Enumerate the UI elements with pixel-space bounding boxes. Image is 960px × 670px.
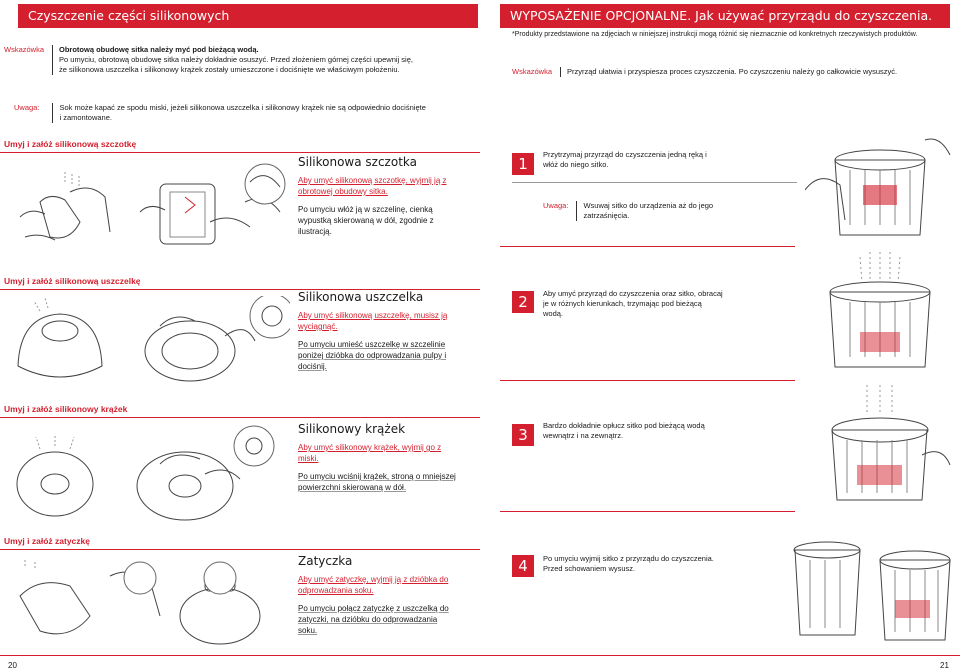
step-number-1: 1 xyxy=(512,153,534,175)
gasket-illustration xyxy=(10,296,290,388)
brush-body-text: Po umyciu włóż ją w szczelinę, cienką wypustką skierowaną w dół, zgodnie z ilustracją. xyxy=(298,205,434,236)
tip-label: Wskazówka xyxy=(4,45,45,54)
disclaimer-text: *Produkty przedstawione na zdjęciach w niniejszej instrukcji mogą różnić się nieznacznie od konkretnych rzeczywistych produktów. xyxy=(512,31,918,38)
brush-title: Silikonowa szczotka xyxy=(298,155,417,169)
step-text-3: Bardzo dokładnie opłucz sitko pod bieżącą wodą wewnątrz i na zewnątrz. xyxy=(543,421,705,440)
left-caution xyxy=(14,103,452,123)
left-tip xyxy=(4,45,472,75)
right-tip xyxy=(512,67,940,77)
page-number-right: 21 xyxy=(940,661,949,670)
step-number-2: 2 xyxy=(512,291,534,313)
stopper-body-text: Po umyciu połącz zatyczkę z uszczelką do zatyczki, na dzióbku do odprowadzania soku. xyxy=(298,604,449,635)
brush-illustration xyxy=(10,162,290,260)
warning-label: Uwaga: xyxy=(543,201,569,210)
tip-label: Wskazówka xyxy=(512,67,553,76)
section-header-brush: Umyj i załóż silikonową szczotkę xyxy=(0,139,480,153)
step-text-2: Aby umyć przyrząd do czyszczenia oraz sitko, obracaj je w różnych kierunkach, trzymając pod bieżącą wodą. xyxy=(543,289,723,318)
step-1-warning xyxy=(543,201,726,221)
left-page-banner: Czyszczenie części silikonowych xyxy=(18,4,478,28)
step-number-4: 4 xyxy=(512,555,534,577)
caution-text-line: Sok może kapać ze spodu miski, jeżeli silikonowa uszczelka i silikonowy krążek nie są odpowiednio dociśnięte xyxy=(59,103,426,112)
caution-text-line: i zamontowane. xyxy=(59,113,112,122)
step-divider xyxy=(500,380,795,381)
cleaner-rinse-illustration xyxy=(810,252,950,377)
step-text-1: Przytrzymaj przyrząd do czyszczenia jedną ręką i włóż do niego sitko. xyxy=(543,150,707,169)
disc-title: Silikonowy krążek xyxy=(298,422,406,436)
step-divider xyxy=(500,246,795,247)
disc-illustration xyxy=(10,424,290,524)
strainer-rinse-illustration xyxy=(812,385,952,510)
disc-red-text: Aby umyć silikonowy krążek, wyjmij go z miski. xyxy=(298,443,442,463)
section-header-gasket: Umyj i załóż silikonową uszczelkę xyxy=(0,276,480,290)
disc-body-text: Po umyciu wciśnij krążek, stroną o mniejszej powierzchni skierowaną w dół. xyxy=(298,472,456,492)
gasket-title: Silikonowa uszczelka xyxy=(298,290,424,304)
stopper-title: Zatyczka xyxy=(298,554,353,568)
warning-text: Wsuwaj sitko do urządzenia aż do jego zatrzaśnięcia. xyxy=(576,201,726,221)
cleaner-insert-illustration xyxy=(805,130,955,245)
tip-text: Przyrząd ułatwia i przyspiesza proces czyszczenia. Po czyszczeniu należy go całkowicie wysuszyć. xyxy=(560,67,940,77)
gasket-body-text: Po umyciu umieść uszczelkę w szczelinie poniżej dzióbka do odprowadzania pulpy i dociśnij. xyxy=(298,340,447,371)
brush-red-text: Aby umyć silikonową szczotkę, wyjmij ją z obrotowej obudowy sitka. xyxy=(298,176,447,196)
page-number-left: 20 xyxy=(8,661,17,670)
tip-text-line: że silikonowa uszczelka i silikonowy krążek zostały umieszczone i dociśnięte we właściwym położeniu. xyxy=(59,65,400,74)
tip-bold-text: Obrotową obudowę sitka należy myć pod bieżącą wodą. xyxy=(59,45,259,54)
step-divider xyxy=(512,182,797,183)
tip-text-line: Po umyciu, obrotową obudowę sitka należy dokładnie osuszyć. Przed złożeniem górnej części upewnij się, xyxy=(59,55,413,64)
stopper-red-text: Aby umyć zatyczkę, wyjmij ją z dzióbka do odprowadzania soku. xyxy=(298,575,449,595)
step-divider xyxy=(500,511,795,512)
gasket-red-text: Aby umyć silikonową uszczelkę, musisz ją wyciągnąć. xyxy=(298,311,448,331)
caution-label: Uwaga: xyxy=(14,103,40,112)
right-page-banner: WYPOSAŻENIE OPCJONALNE. Jak używać przyrządu do czyszczenia. xyxy=(500,4,950,28)
stopper-illustration xyxy=(10,556,290,648)
section-header-stopper: Umyj i załóż zatyczkę xyxy=(0,536,480,550)
step-number-3: 3 xyxy=(512,424,534,446)
strainer-remove-illustration xyxy=(790,520,955,650)
step-text-4: Po umyciu wyjmij sitko z przyrządu do czyszczenia. Przed schowaniem wysusz. xyxy=(543,554,714,573)
section-header-disc: Umyj i załóż silikonowy krążek xyxy=(0,404,480,418)
page-bottom-rule xyxy=(0,655,960,656)
